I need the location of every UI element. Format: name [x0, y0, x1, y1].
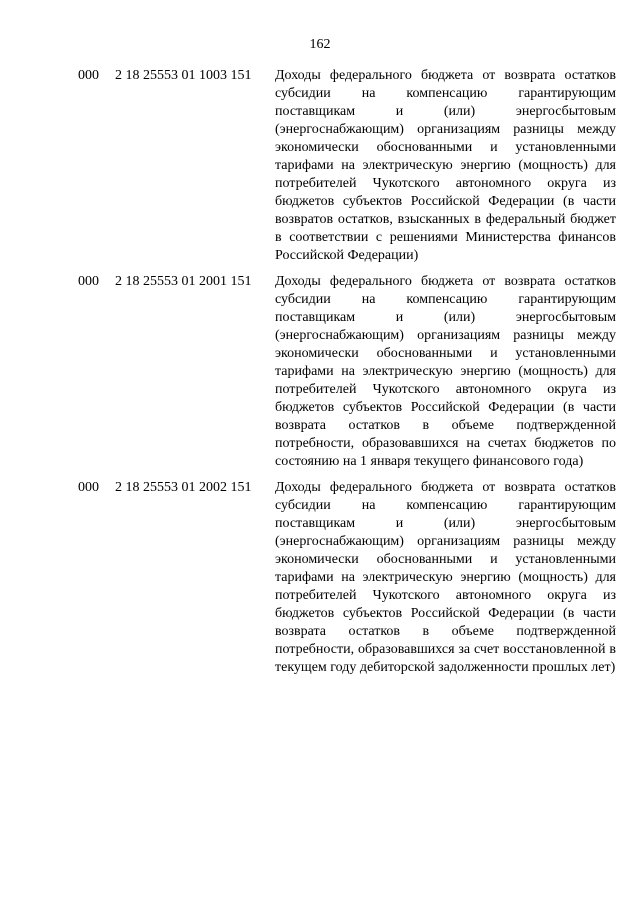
admin-code: 000	[78, 68, 99, 83]
kbk-code: 2 18 25553 01 2002 151	[115, 480, 252, 495]
kbk-code: 2 18 25553 01 2001 151	[115, 274, 252, 289]
revenue-description: Доходы федерального бюджета от возврата остатков субсидии на компенсацию гарантирующим поставщикам и (или) энергосбытовым (энергоснабжающим) организациям разницы между экономически обоснованными и установленными тарифами на электрическую энергию (мощность) для потребителей Чукотского автономного округа из бюджетов субъектов Российской Федерации (в части возврата остатков в объеме подтвержденной потребности, образовавшихся за счет восстановленной в текущем году дебиторской задолженности прошлых лет)	[275, 480, 616, 675]
revenue-description: Доходы федерального бюджета от возврата остатков субсидии на компенсацию гарантирующим поставщикам и (или) энергосбытовым (энергоснабжающим) организациям разницы между экономически обоснованными и установленными тарифами на электрическую энергию (мощность) для потребителей Чукотского автономного округа из бюджетов субъектов Российской Федерации (в части возврата остатков в объеме подтвержденной потребности, образовавшихся на счетах бюджетов по состоянию на 1 января текущего финансового года)	[275, 274, 616, 469]
admin-code: 000	[78, 480, 99, 495]
table-row	[78, 479, 616, 677]
page-number: 162	[309, 37, 331, 52]
table-row	[78, 67, 616, 265]
budget-code-table	[78, 67, 616, 685]
table-row	[78, 273, 616, 471]
admin-code: 000	[78, 274, 99, 289]
kbk-code: 2 18 25553 01 1003 151	[115, 68, 252, 83]
revenue-description: Доходы федерального бюджета от возврата остатков субсидии на компенсацию гарантирующим поставщикам и (или) энергосбытовым (энергоснабжающим) организациям разницы между экономически обоснованными и установленными тарифами на электрическую энергию (мощность) для потребителей Чукотского автономного округа из бюджетов субъектов Российской Федерации (в части возвратов остатков, взысканных в федеральный бюджет в соответствии с решениями Министерства финансов Российской Федерации)	[275, 68, 616, 263]
